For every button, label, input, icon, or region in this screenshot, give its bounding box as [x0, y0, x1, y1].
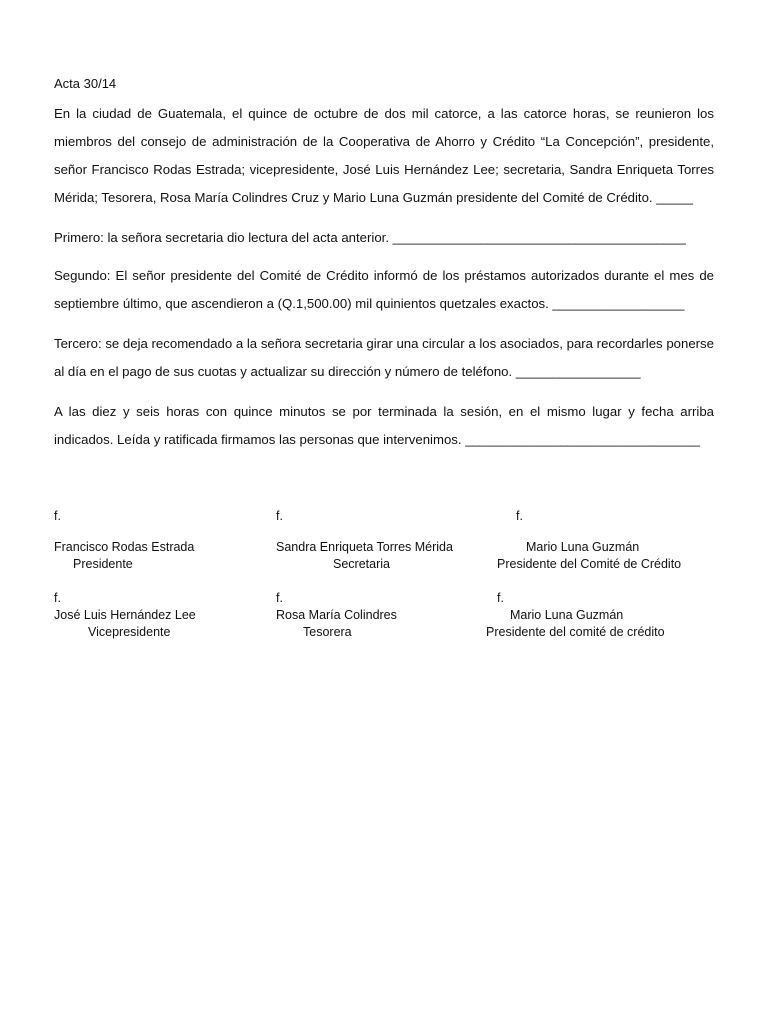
signature-mark: f. — [276, 591, 283, 605]
signatory-role: Presidente del comité de crédito — [486, 625, 665, 639]
signature-mark: f. — [276, 509, 283, 523]
signatory-role: Secretaria — [333, 557, 390, 571]
paragraph-closing: A las diez y seis horas con quince minutos se por terminada la sesión, en el mismo lugar y fecha arriba indicados. Leída y ratificada firmamos las personas que intervenimos. ________________________________ — [54, 404, 714, 447]
signatory-role: Presidente del Comité de Crédito — [497, 557, 682, 571]
signature-block-presidente — [54, 508, 194, 573]
paragraph-primero: Primero: la señora secretaria dio lectura del acta anterior. ________________________________________ — [54, 230, 687, 245]
signatory-name: Mario Luna Guzmán — [510, 608, 624, 622]
signatory-name: Mario Luna Guzmán — [526, 540, 640, 554]
signature-block-presidente-comite — [497, 508, 681, 573]
signatory-name: José Luis Hernández Lee — [54, 608, 196, 622]
signatory-role: Tesorera — [303, 625, 352, 639]
signature-mark: f. — [497, 591, 504, 605]
signature-mark: f. — [516, 509, 523, 523]
signatory-name: Francisco Rodas Estrada — [54, 540, 195, 554]
signature-block-presidente-comite-2 — [486, 590, 665, 641]
signatory-role: Vicepresidente — [88, 625, 171, 639]
signature-block-secretaria — [276, 508, 453, 573]
paragraph-tercero: Tercero: se deja recomendado a la señora secretaria girar una circular a los asociados, para recordarles ponerse al día en el pago de sus cuotas y actualizar su dirección y número de teléfono. _________________ — [54, 336, 714, 379]
document-heading: Acta 30/14 — [54, 76, 117, 91]
signature-mark: f. — [54, 591, 61, 605]
signature-mark: f. — [54, 509, 61, 523]
signature-block-tesorera — [276, 590, 397, 641]
signature-block-vicepresidente — [54, 590, 196, 641]
signatory-name: Rosa María Colindres — [276, 608, 397, 622]
signatory-role: Presidente — [73, 557, 133, 571]
signatory-name: Sandra Enriqueta Torres Mérida — [276, 540, 453, 554]
paragraph-segundo: Segundo: El señor presidente del Comité de Crédito informó de los préstamos autorizados durante el mes de septiembre último, que ascendieron a (Q.1,500.00) mil quinientos quetzales exactos. __________________ — [54, 268, 714, 311]
paragraph-opening: En la ciudad de Guatemala, el quince de octubre de dos mil catorce, a las catorce horas, se reunieron los miembros del consejo de administración de la Cooperativa de Ahorro y Crédito “La Concepción”, presidente, señor Francisco Rodas Estrada; vicepresidente, José Luis Hernández Lee; secretaria, Sandra Enriqueta Torres Mérida; Tesorera, Rosa María Colindres Cruz y Mario Luna Guzmán presidente del Comité de Crédito. _____ — [54, 106, 714, 205]
